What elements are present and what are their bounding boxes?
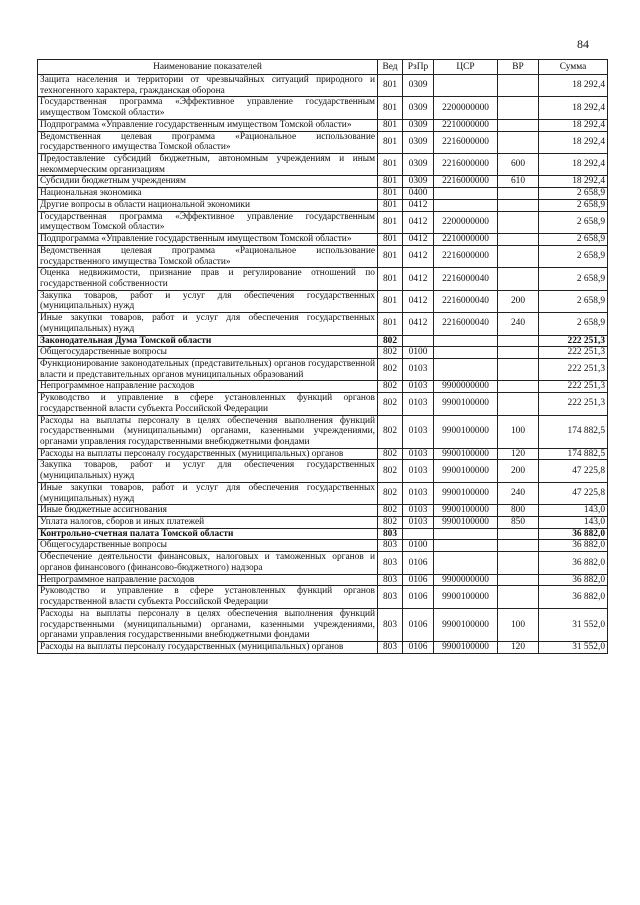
cell-rzpr: 0106 — [403, 574, 434, 586]
cell-rzpr: 0103 — [403, 415, 434, 448]
cell-csr: 9900100000 — [434, 460, 498, 482]
cell-sum: 2 658,9 — [539, 268, 608, 290]
cell-sum: 36 882,0 — [539, 574, 608, 586]
cell-rzpr: 0412 — [403, 268, 434, 290]
cell-vr — [498, 199, 539, 211]
cell-ved: 802 — [378, 381, 403, 393]
cell-csr: 9900100000 — [434, 641, 498, 653]
cell-sum: 222 251,3 — [539, 381, 608, 393]
cell-csr — [434, 188, 498, 200]
cell-csr: 9900100000 — [434, 505, 498, 517]
cell-csr: 2216000000 — [434, 154, 498, 176]
cell-sum: 143,0 — [539, 505, 608, 517]
cell-name: Руководство и управление в сфере установленных функций органов государственной власти субъекта Российской Федерации — [38, 586, 378, 608]
cell-vr: 240 — [498, 482, 539, 504]
cell-rzpr: 0309 — [403, 154, 434, 176]
cell-ved: 801 — [378, 154, 403, 176]
cell-ved: 802 — [378, 517, 403, 529]
cell-name: Предоставление субсидий бюджетным, автономным учреждениям и иным некоммерческим организациям — [38, 154, 378, 176]
cell-vr: 120 — [498, 448, 539, 460]
cell-name: Законодательная Дума Томской области — [38, 335, 378, 347]
cell-sum: 174 882,5 — [539, 415, 608, 448]
cell-name: Другие вопросы в области национальной экономики — [38, 199, 378, 211]
table-row — [38, 154, 608, 176]
cell-name: Руководство и управление в сфере установленных функций органов государственной власти субъекта Российской Федерации — [38, 393, 378, 415]
cell-rzpr: 0103 — [403, 393, 434, 415]
cell-ved: 802 — [378, 358, 403, 380]
cell-rzpr: 0309 — [403, 131, 434, 153]
header-vr: ВР — [498, 60, 539, 75]
cell-csr: 9900100000 — [434, 586, 498, 608]
cell-rzpr: 0412 — [403, 290, 434, 312]
cell-ved: 801 — [378, 97, 403, 119]
cell-ved: 801 — [378, 211, 403, 233]
cell-csr: 2216000040 — [434, 290, 498, 312]
cell-sum: 18 292,4 — [539, 131, 608, 153]
cell-ved: 803 — [378, 574, 403, 586]
cell-sum: 18 292,4 — [539, 75, 608, 97]
cell-name: Непрограммное направление расходов — [38, 381, 378, 393]
table-row — [38, 393, 608, 415]
cell-csr: 2216000000 — [434, 131, 498, 153]
cell-vr: 610 — [498, 176, 539, 188]
cell-name: Подпрограмма «Управление государственным имуществом Томской области» — [38, 119, 378, 131]
cell-name: Функционирование законодательных (представительных) органов государственной власти и представительных органов муниципальных образований — [38, 358, 378, 380]
cell-vr — [498, 119, 539, 131]
cell-csr: 2216000000 — [434, 245, 498, 267]
cell-vr — [498, 358, 539, 380]
cell-sum: 18 292,4 — [539, 119, 608, 131]
table-row — [38, 517, 608, 529]
table-row — [38, 268, 608, 290]
table-row — [38, 448, 608, 460]
cell-sum: 36 882,0 — [539, 586, 608, 608]
cell-rzpr: 0103 — [403, 517, 434, 529]
cell-ved: 801 — [378, 176, 403, 188]
cell-name: Подпрограмма «Управление государственным имуществом Томской области» — [38, 234, 378, 246]
header-ved: Вед — [378, 60, 403, 75]
cell-name: Расходы на выплаты персоналу в целях обеспечения выполнения функций государственными (муниципальными) органами, казенными учреждениями, органами управления государственными внебюджетными фондами — [38, 608, 378, 641]
table-row — [38, 358, 608, 380]
cell-ved: 801 — [378, 119, 403, 131]
cell-csr: 2200000000 — [434, 211, 498, 233]
cell-sum: 18 292,4 — [539, 176, 608, 188]
cell-name: Ведомственная целевая программа «Рациональное использование государственного имущества Томской области» — [38, 131, 378, 153]
cell-csr: 2200000000 — [434, 97, 498, 119]
cell-vr — [498, 97, 539, 119]
cell-rzpr: 0103 — [403, 448, 434, 460]
table-row — [38, 641, 608, 653]
table-row — [38, 119, 608, 131]
cell-name: Закупка товаров, работ и услуг для обеспечения государственных (муниципальных) нужд — [38, 290, 378, 312]
cell-rzpr: 0412 — [403, 234, 434, 246]
table-row — [38, 608, 608, 641]
cell-sum: 222 251,3 — [539, 335, 608, 347]
cell-vr — [498, 234, 539, 246]
header-rzpr: РзПр — [403, 60, 434, 75]
cell-csr — [434, 528, 498, 540]
cell-csr: 9900100000 — [434, 482, 498, 504]
page-number: 84 — [577, 37, 589, 51]
table-row — [38, 460, 608, 482]
cell-ved: 803 — [378, 552, 403, 574]
cell-sum: 31 552,0 — [539, 641, 608, 653]
cell-vr — [498, 528, 539, 540]
cell-ved: 801 — [378, 234, 403, 246]
cell-ved: 802 — [378, 347, 403, 359]
cell-rzpr — [403, 528, 434, 540]
cell-vr — [498, 268, 539, 290]
table-row — [38, 313, 608, 335]
cell-csr — [434, 335, 498, 347]
cell-sum: 31 552,0 — [539, 608, 608, 641]
cell-sum: 36 882,0 — [539, 540, 608, 552]
cell-ved: 801 — [378, 199, 403, 211]
cell-csr: 2210000000 — [434, 234, 498, 246]
cell-name: Иные бюджетные ассигнования — [38, 505, 378, 517]
cell-ved: 803 — [378, 586, 403, 608]
table-row — [38, 482, 608, 504]
cell-vr — [498, 552, 539, 574]
table-row — [38, 97, 608, 119]
cell-name: Непрограммное направление расходов — [38, 574, 378, 586]
cell-name: Общегосударственные вопросы — [38, 540, 378, 552]
table-row — [38, 552, 608, 574]
cell-vr — [498, 574, 539, 586]
cell-vr: 200 — [498, 460, 539, 482]
cell-rzpr: 0400 — [403, 188, 434, 200]
cell-csr: 9900000000 — [434, 381, 498, 393]
table-row — [38, 574, 608, 586]
cell-rzpr: 0412 — [403, 313, 434, 335]
cell-rzpr: 0103 — [403, 482, 434, 504]
cell-name: Ведомственная целевая программа «Рациональное использование государственного имущества Томской области» — [38, 245, 378, 267]
cell-name: Субсидии бюджетным учреждениям — [38, 176, 378, 188]
cell-vr: 100 — [498, 608, 539, 641]
cell-csr — [434, 552, 498, 574]
cell-ved: 802 — [378, 393, 403, 415]
cell-ved: 801 — [378, 75, 403, 97]
table-row — [38, 415, 608, 448]
cell-rzpr: 0412 — [403, 245, 434, 267]
table-row — [38, 131, 608, 153]
cell-sum: 143,0 — [539, 517, 608, 529]
cell-csr — [434, 347, 498, 359]
cell-name: Иные закупки товаров, работ и услуг для обеспечения государственных (муниципальных) нужд — [38, 482, 378, 504]
cell-ved: 801 — [378, 131, 403, 153]
cell-sum: 222 251,3 — [539, 347, 608, 359]
cell-sum: 2 658,9 — [539, 188, 608, 200]
cell-name: Иные закупки товаров, работ и услуг для обеспечения государственных (муниципальных) нужд — [38, 313, 378, 335]
cell-sum: 47 225,8 — [539, 482, 608, 504]
cell-sum: 2 658,9 — [539, 245, 608, 267]
cell-vr — [498, 393, 539, 415]
cell-vr — [498, 245, 539, 267]
cell-name: Закупка товаров, работ и услуг для обеспечения государственных (муниципальных) нужд — [38, 460, 378, 482]
cell-vr: 100 — [498, 415, 539, 448]
cell-csr: 9900100000 — [434, 415, 498, 448]
cell-rzpr: 0106 — [403, 552, 434, 574]
cell-csr: 9900000000 — [434, 574, 498, 586]
cell-vr: 200 — [498, 290, 539, 312]
cell-rzpr: 0100 — [403, 540, 434, 552]
cell-rzpr: 0309 — [403, 97, 434, 119]
cell-ved: 801 — [378, 313, 403, 335]
header-name: Наименование показателей — [38, 60, 378, 75]
cell-rzpr: 0106 — [403, 641, 434, 653]
header-csr: ЦСР — [434, 60, 498, 75]
cell-name: Общегосударственные вопросы — [38, 347, 378, 359]
cell-rzpr: 0412 — [403, 211, 434, 233]
cell-sum: 222 251,3 — [539, 358, 608, 380]
cell-csr: 9900100000 — [434, 448, 498, 460]
table-row — [38, 75, 608, 97]
cell-ved: 803 — [378, 608, 403, 641]
cell-rzpr: 0103 — [403, 358, 434, 380]
cell-sum: 174 882,5 — [539, 448, 608, 460]
cell-vr — [498, 540, 539, 552]
table-row — [38, 505, 608, 517]
cell-rzpr: 0106 — [403, 608, 434, 641]
cell-ved: 803 — [378, 528, 403, 540]
cell-name: Расходы на выплаты персоналу в целях обеспечения выполнения функций государственными (муниципальными) органами, казенными учреждениями, органами управления государственными внебюджетными фондами — [38, 415, 378, 448]
table-row — [38, 290, 608, 312]
cell-vr — [498, 381, 539, 393]
cell-rzpr — [403, 335, 434, 347]
cell-csr: 9900100000 — [434, 393, 498, 415]
cell-csr: 9900100000 — [434, 517, 498, 529]
cell-name: Контрольно-счетная палата Томской области — [38, 528, 378, 540]
header-sum: Сумма — [539, 60, 608, 75]
table-body — [38, 75, 608, 654]
cell-csr — [434, 358, 498, 380]
cell-rzpr: 0412 — [403, 199, 434, 211]
cell-sum: 36 882,0 — [539, 528, 608, 540]
cell-csr: 2210000000 — [434, 119, 498, 131]
cell-rzpr: 0103 — [403, 460, 434, 482]
cell-csr: 2216000040 — [434, 268, 498, 290]
cell-sum: 222 251,3 — [539, 393, 608, 415]
cell-ved: 802 — [378, 415, 403, 448]
table-row — [38, 586, 608, 608]
cell-vr — [498, 335, 539, 347]
cell-csr: 2216000040 — [434, 313, 498, 335]
budget-table — [37, 59, 608, 654]
cell-name: Защита населения и территории от чрезвычайных ситуаций природного и техногенного характера, гражданская оборона — [38, 75, 378, 97]
cell-csr: 2216000000 — [434, 176, 498, 188]
cell-ved: 801 — [378, 290, 403, 312]
table-row — [38, 234, 608, 246]
cell-vr: 800 — [498, 505, 539, 517]
cell-name: Расходы на выплаты персоналу государственных (муниципальных) органов — [38, 448, 378, 460]
cell-rzpr: 0309 — [403, 75, 434, 97]
cell-ved: 802 — [378, 335, 403, 347]
cell-csr: 9900100000 — [434, 608, 498, 641]
cell-sum: 47 225,8 — [539, 460, 608, 482]
cell-vr: 240 — [498, 313, 539, 335]
cell-vr — [498, 131, 539, 153]
table-row — [38, 381, 608, 393]
cell-csr — [434, 540, 498, 552]
cell-name: Государственная программа «Эффективное управление государственным имуществом Томской области» — [38, 211, 378, 233]
cell-vr — [498, 75, 539, 97]
cell-rzpr: 0103 — [403, 505, 434, 517]
cell-ved: 801 — [378, 245, 403, 267]
cell-name: Уплата налогов, сборов и иных платежей — [38, 517, 378, 529]
cell-vr — [498, 188, 539, 200]
cell-ved: 801 — [378, 268, 403, 290]
table-row — [38, 199, 608, 211]
cell-vr — [498, 347, 539, 359]
cell-name: Национальная экономика — [38, 188, 378, 200]
table-row — [38, 176, 608, 188]
table-row — [38, 347, 608, 359]
table-row — [38, 245, 608, 267]
cell-name: Обеспечение деятельности финансовых, налоговых и таможенных органов и органов финансового (финансово-бюджетного) надзора — [38, 552, 378, 574]
cell-vr — [498, 586, 539, 608]
cell-rzpr: 0309 — [403, 176, 434, 188]
cell-sum: 2 658,9 — [539, 234, 608, 246]
cell-name: Государственная программа «Эффективное управление государственным имуществом Томской области» — [38, 97, 378, 119]
cell-csr — [434, 75, 498, 97]
cell-ved: 803 — [378, 641, 403, 653]
table-row — [38, 540, 608, 552]
cell-rzpr: 0100 — [403, 347, 434, 359]
cell-sum: 2 658,9 — [539, 313, 608, 335]
table-row — [38, 211, 608, 233]
cell-vr: 850 — [498, 517, 539, 529]
cell-sum: 18 292,4 — [539, 97, 608, 119]
cell-rzpr: 0103 — [403, 381, 434, 393]
table-row — [38, 188, 608, 200]
cell-name: Оценка недвижимости, признание прав и регулирование отношений по государственной собственности — [38, 268, 378, 290]
cell-ved: 803 — [378, 540, 403, 552]
table-header-row — [38, 60, 608, 75]
cell-ved: 801 — [378, 188, 403, 200]
cell-sum: 36 882,0 — [539, 552, 608, 574]
cell-ved: 802 — [378, 460, 403, 482]
table-row — [38, 335, 608, 347]
cell-vr: 120 — [498, 641, 539, 653]
cell-rzpr: 0309 — [403, 119, 434, 131]
cell-sum: 2 658,9 — [539, 211, 608, 233]
cell-vr — [498, 211, 539, 233]
cell-sum: 18 292,4 — [539, 154, 608, 176]
cell-sum: 2 658,9 — [539, 199, 608, 211]
cell-name: Расходы на выплаты персоналу государственных (муниципальных) органов — [38, 641, 378, 653]
cell-ved: 802 — [378, 482, 403, 504]
cell-csr — [434, 199, 498, 211]
cell-vr: 600 — [498, 154, 539, 176]
cell-sum: 2 658,9 — [539, 290, 608, 312]
cell-ved: 802 — [378, 448, 403, 460]
cell-ved: 802 — [378, 505, 403, 517]
cell-rzpr: 0106 — [403, 586, 434, 608]
table-row — [38, 528, 608, 540]
